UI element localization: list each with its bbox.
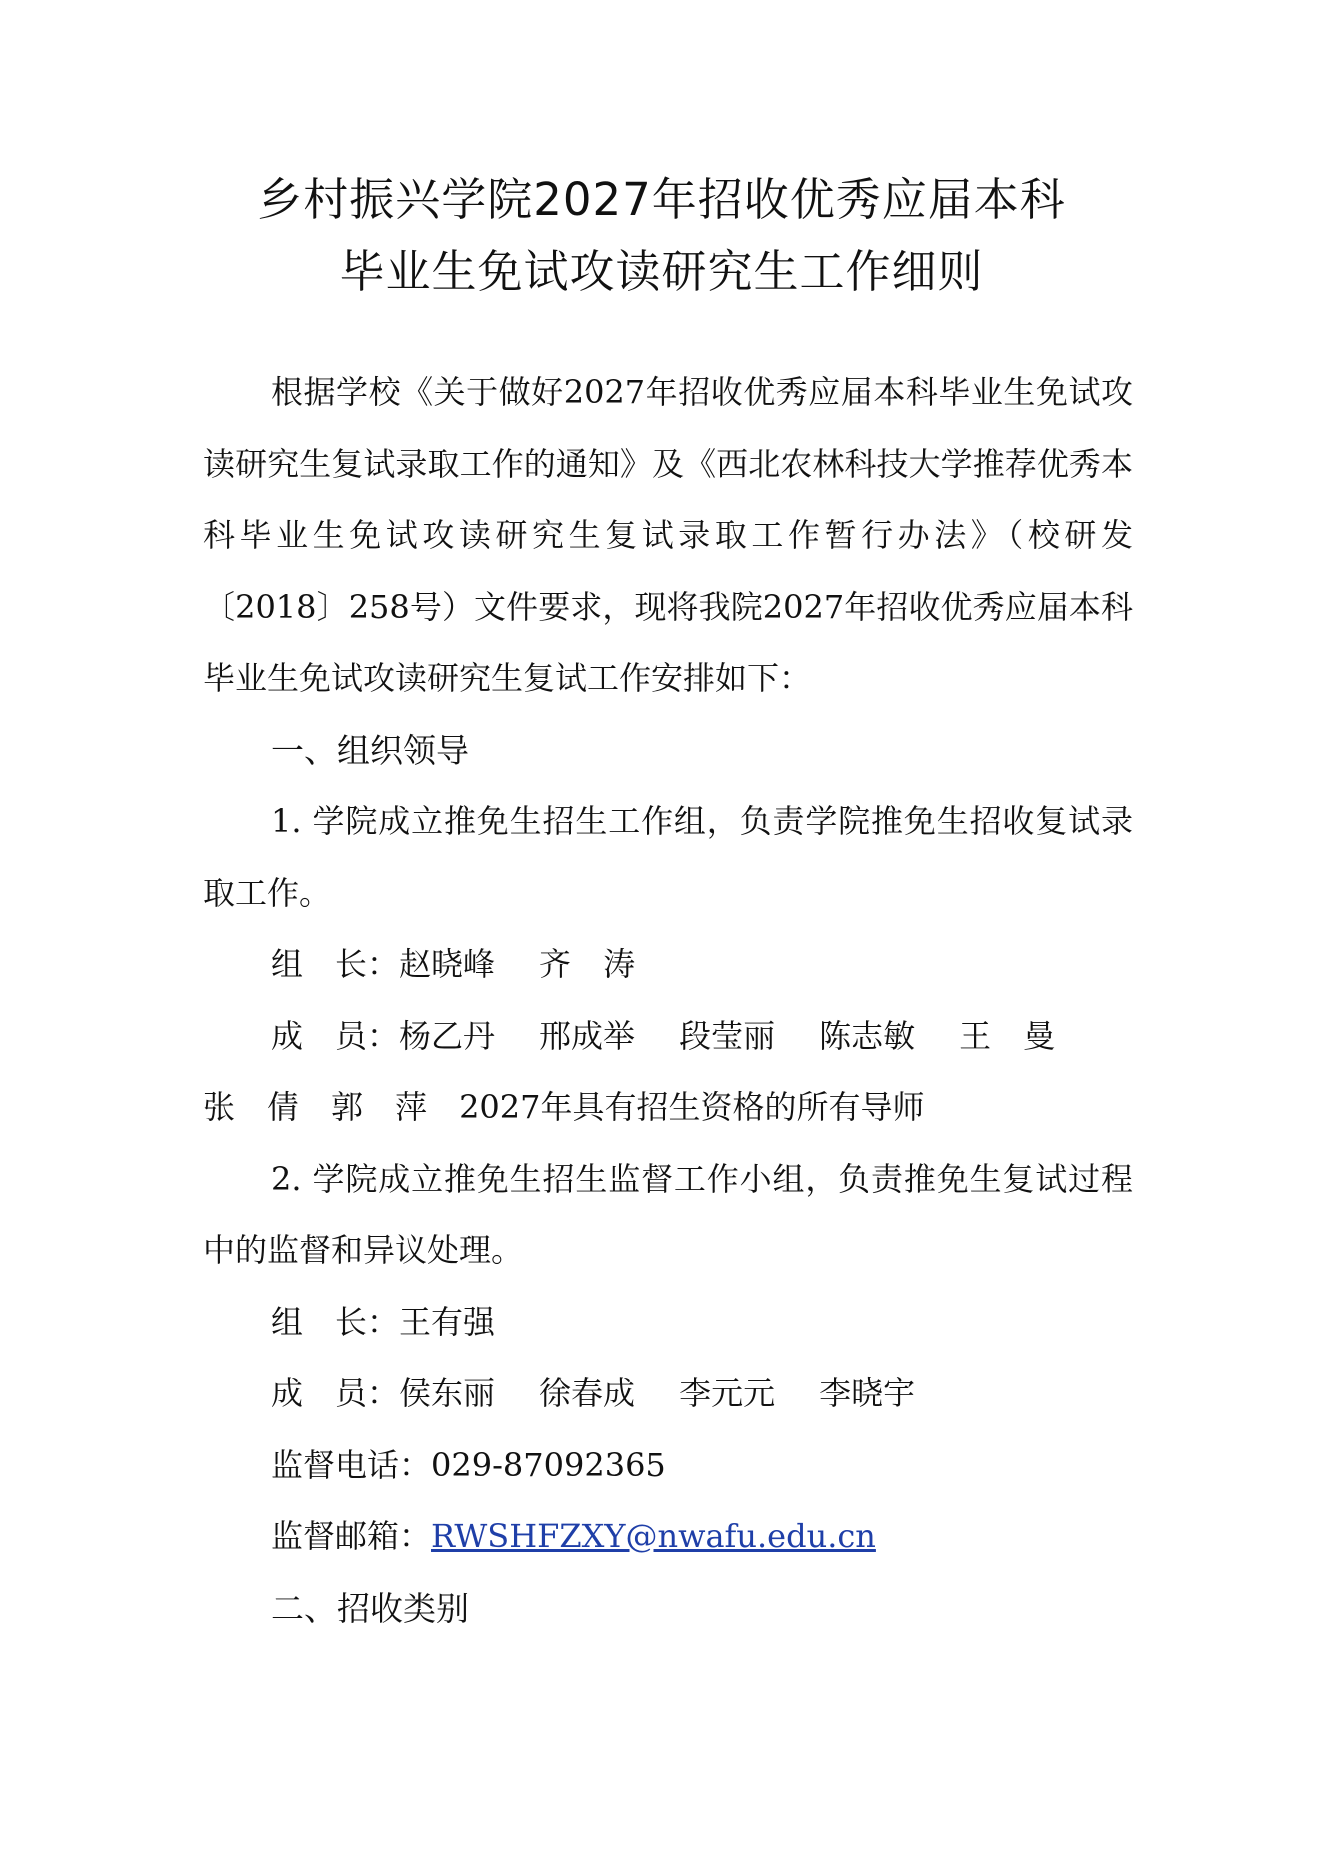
member-name: 杨乙丹 [399,1016,496,1055]
member-name: 邢成举 [539,1016,636,1055]
member-name: 曼 [1023,1016,1056,1055]
member-name: 张 [203,1088,236,1126]
leader-label-char-1: 组 [271,1302,304,1341]
member-name: 王 [959,1016,992,1055]
member-name: 郭 [331,1088,364,1126]
supervision-email-line [203,1501,1133,1573]
leader-name: 赵晓峰 [399,945,496,983]
document-title-line-2: 毕业生免试攻读研究生工作细则 [339,245,984,298]
member-name: 倩 [267,1088,300,1126]
section-1-item-1: 1. 学院成立推免生招生工作组，负责学院推免生招收复试录取工作。 [203,802,1133,912]
member-name: 陈志敏 [819,1016,916,1055]
leader-label-char-2: 长： [335,945,400,983]
leader-name: 王有强 [399,1302,496,1341]
members-label-char-2: 员： [335,1374,400,1412]
document-body [203,357,1133,1644]
group-1-leader-line [203,929,1133,1001]
group-2-leader-line [203,1287,1133,1359]
section-2-heading: 二、招收类别 [271,1588,469,1628]
member-name: 李晓宇 [819,1374,916,1412]
email-label: 监督邮箱： [271,1517,432,1555]
email-link[interactable]: RWSHFZXY@nwafu.edu.cn [431,1517,876,1555]
members-label-char-1: 成 [271,1374,304,1412]
member-name: 萍 [395,1088,428,1126]
phone-label: 监督电话： [271,1445,432,1484]
section-1-heading: 一、组织领导 [271,730,469,770]
member-name: 侯东丽 [399,1374,496,1412]
members-label-char-2: 员： [335,1016,400,1055]
leader-name: 涛 [603,945,636,983]
member-name: 2027年具有招生资格的所有导师 [459,1088,925,1126]
supervision-phone-line [203,1430,1133,1502]
section-1-item-2: 2. 学院成立推免生招生监督工作小组，负责推免生复试过程中的监督和异议处理。 [203,1159,1133,1269]
member-name: 段莹丽 [679,1016,776,1055]
phone-number: 029-87092365 [431,1445,666,1484]
leader-name: 齐 [539,945,572,983]
leader-label-char-2: 长： [335,1302,400,1341]
group-2-members-line [203,1358,1133,1430]
document-title-line-1: 乡村振兴学院2027年招收优秀应届本科 [257,173,1066,226]
members-label-char-1: 成 [271,1016,304,1055]
member-name: 李元元 [679,1374,776,1412]
member-name: 徐春成 [539,1374,636,1412]
group-1-members-line [203,1001,1133,1144]
leader-label-char-1: 组 [271,945,304,983]
intro-paragraph: 根据学校《关于做好2027年招收优秀应届本科毕业生免试攻读研究生复试录取工作的通知》及《西北农林科技大学推荐优秀本科毕业生免试攻读研究生复试录取工作暂行办法》（校研发〔2018〕258号）文件要求，现将我院2027年招收优秀应届本科毕业生免试攻读研究生复试工作安排如下： [203,373,1133,697]
